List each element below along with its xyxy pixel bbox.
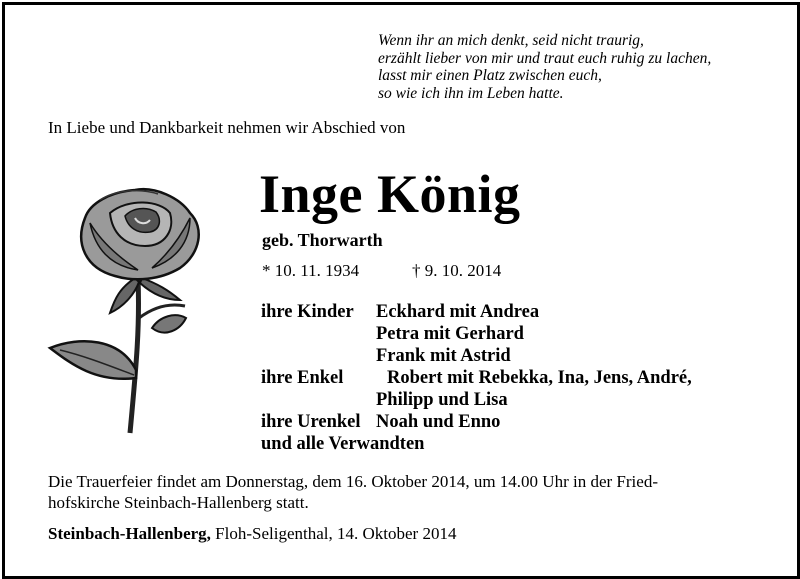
deceased-name: Inge König xyxy=(259,164,521,224)
family-label: ihre Urenkel xyxy=(261,412,361,432)
family-names: Frank mit Astrid xyxy=(376,346,511,366)
poem-line: lasst mir einen Platz zwischen euch, xyxy=(378,67,602,84)
family-names: Robert mit Rebekka, Ina, Jens, André, xyxy=(387,368,692,388)
ceremony-text xyxy=(48,471,768,513)
birth-name: geb. Thorwarth xyxy=(262,230,383,250)
family-names: Philipp und Lisa xyxy=(376,390,508,410)
ceremony-line: hofskirche Steinbach-Hallenberg statt. xyxy=(48,493,309,512)
signoff-rest: Floh-Seligenthal, 14. Oktober 2014 xyxy=(210,524,457,543)
death-date: † 9. 10. 2014 xyxy=(412,261,502,280)
signoff-place: Steinbach-Hallenberg, xyxy=(48,524,211,543)
rose-icon xyxy=(40,178,220,440)
signoff xyxy=(48,524,456,544)
poem-line: erzählt lieber von mir und traut euch ruhig zu lachen, xyxy=(378,49,712,67)
family-names: Noah und Enno xyxy=(376,412,501,432)
family-names: Eckhard mit Andrea xyxy=(376,302,540,322)
family-names: Petra mit Gerhard xyxy=(376,324,524,344)
family-label: ihre Kinder xyxy=(261,302,354,322)
poem-line: so wie ich ihn im Leben hatte. xyxy=(378,84,564,102)
poem-line: Wenn ihr an mich denkt, seid nicht traurig, xyxy=(378,32,644,49)
birth-date: * 10. 11. 1934 xyxy=(262,261,360,280)
intro-text: In Liebe und Dankbarkeit nehmen wir Abschied von xyxy=(48,118,406,137)
family-label: ihre Enkel xyxy=(261,368,344,388)
poem xyxy=(378,32,711,102)
family-label: und alle Verwandten xyxy=(261,434,425,454)
life-dates xyxy=(262,261,502,281)
ceremony-line: Die Trauerfeier findet am Donnerstag, dem 16. Oktober 2014, um 14.00 Uhr in der Fried- xyxy=(48,472,658,491)
